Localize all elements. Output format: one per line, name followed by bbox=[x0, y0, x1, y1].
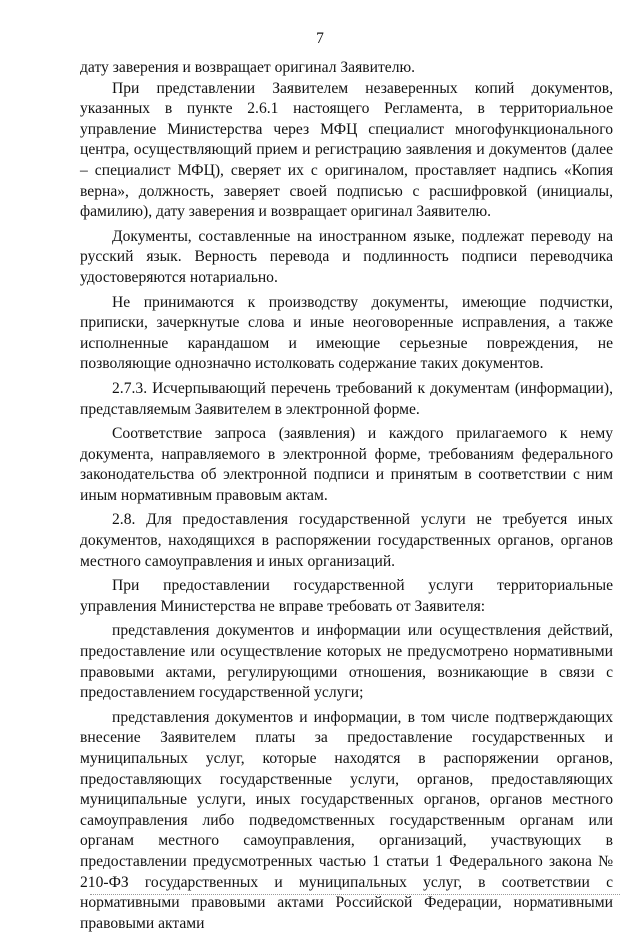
paragraph-8: При предоставлении государственной услуги территориальные управления Министерства не вправе требовать от Заявителя: bbox=[80, 577, 613, 615]
page-number: 7 bbox=[316, 30, 324, 47]
paragraph-5: 2.7.3. Исчерпывающий перечень требований к документам (информации), представляемым Заявителем в электронной форме. bbox=[80, 379, 613, 418]
scan-edge-line bbox=[90, 894, 620, 895]
paragraph-3: Документы, составленные на иностранном языке, подлежат переводу на русский язык. Верность перевода и подлинность подписи переводчика удостоверяются нотариально. bbox=[80, 227, 613, 286]
paragraph-2: При представлении Заявителем незаверенных копий документов, указанных в пункте 2.6.1 настоящего Регламента, в территориальное управление Министерства через МФЦ специалист многофункционального центра, осуществляющий прием и регистрацию заявления и документов (далее – специалист МФЦ), сверяет их с оригиналом, проставляет надпись «Копия верна», должность, заверяет своей подписью с расшифровкой (инициалы, фамилию), дату заверения и возвращает оригинал Заявителю. bbox=[80, 79, 613, 221]
paragraph-4: Не принимаются к производству документы, имеющие подчистки, приписки, зачеркнутые слова и иные неоговоренные исправления, а также исполненные карандашом и имеющие серьезные повреждения, не позволяющие однозначно истолковать содержание таких документов. bbox=[80, 293, 613, 373]
paragraph-6: Соответствие запроса (заявления) и каждого прилагаемого к нему документа, направляемого в электронной форме, требованиям федерального законодательства об электронной подписи и принятым в соответствии с ним иным нормативным правовым актам. bbox=[80, 425, 613, 504]
paragraph-1: дату заверения и возвращает оригинал Заявителю. bbox=[80, 59, 416, 76]
page-body bbox=[80, 58, 613, 934]
paragraph-10: представления документов и информации, в том числе подтверждающих внесение Заявителем платы за предоставление государственных и муниципальных услуг, которые находятся в распоряжении органов, предоставляющих государственные услуги, органов, предоставляющих муниципальные услуги, иных государственных органов, органов местного самоуправления либо подведомственных государственным органам или органам местного самоуправления, организаций, участвующих в предоставлении предусмотренных частью 1 статьи 1 Федерального закона № 210-ФЗ государственных и муниципальных услуг, в соответствии с нормативными правовыми актами Российской Федерации, нормативными правовыми актами bbox=[80, 708, 613, 932]
paragraph-7: 2.8. Для предоставления государственной услуги не требуется иных документов, находящихся в распоряжении государственных органов, органов местного самоуправления и иных организаций. bbox=[80, 511, 613, 570]
paragraph-9: представления документов и информации или осуществления действий, предоставление или осуществление которых не предусмотрено нормативными правовыми актами, регулирующими отношения, возникающие в связи с предоставлением государственной услуги; bbox=[80, 622, 613, 702]
